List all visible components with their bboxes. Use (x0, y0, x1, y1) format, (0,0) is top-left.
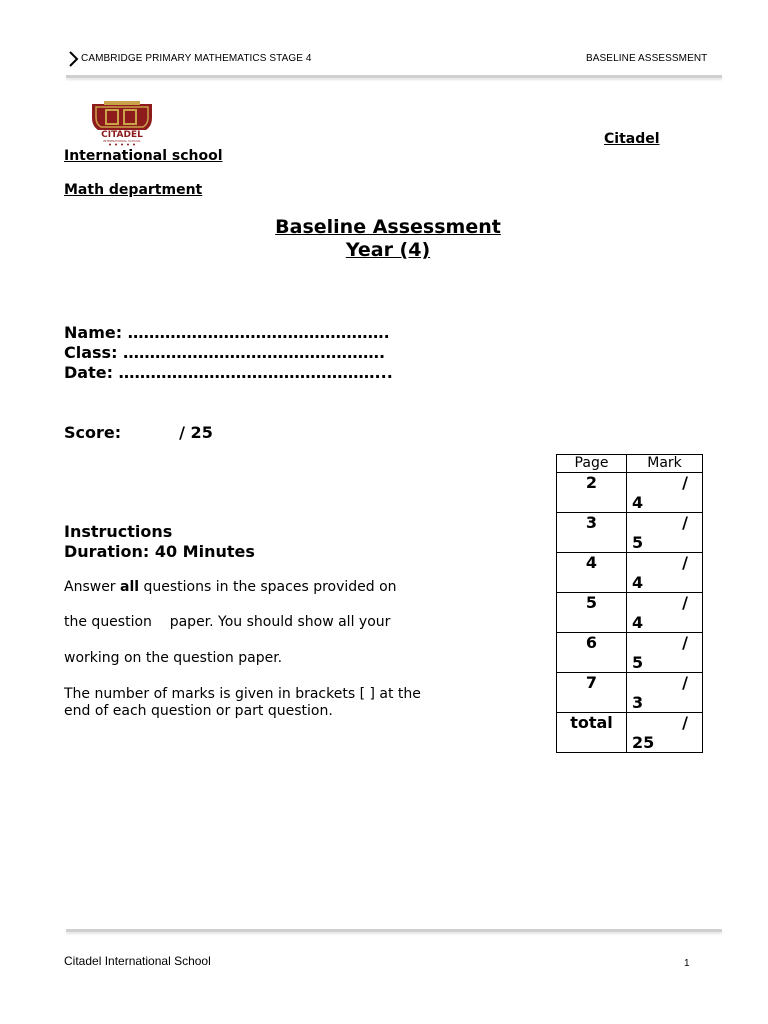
mark-max: 5 (632, 653, 644, 672)
mark-cell[interactable] (627, 673, 703, 713)
mark-cell[interactable] (627, 473, 703, 513)
mark-cell[interactable] (627, 593, 703, 633)
header-divider (66, 75, 722, 78)
table-row (557, 593, 703, 633)
score-line (64, 423, 213, 442)
mark-cell[interactable] (627, 513, 703, 553)
instruction-paragraph-3: working on the question paper. (64, 650, 283, 666)
table-row (557, 633, 703, 673)
score-label: Score: (64, 423, 122, 442)
page-cell: 5 (557, 593, 627, 633)
marks-table-header (557, 455, 703, 473)
page-cell: 2 (557, 473, 627, 513)
duration-label: Duration: 40 Minutes (64, 542, 255, 561)
mark-max: 4 (632, 493, 644, 512)
mark-max: 25 (632, 733, 655, 752)
mark-slash: / (682, 673, 688, 692)
table-row-total (557, 713, 703, 753)
chevron-right-icon (66, 50, 80, 68)
table-row (557, 673, 703, 713)
marks-table (556, 454, 703, 753)
table-row (557, 473, 703, 513)
school-logo (86, 100, 158, 146)
school-name-left: International school (64, 148, 223, 164)
header-right-text: BASELINE ASSESSMENT (586, 53, 708, 64)
mark-cell[interactable] (627, 553, 703, 593)
name-field[interactable]: Name: …………………………………………. (64, 323, 390, 342)
page-number: 1 (684, 958, 690, 969)
page-cell: 4 (557, 553, 627, 593)
table-row (557, 553, 703, 593)
mark-cell-total[interactable] (627, 713, 703, 753)
page-subtitle: Year (4) (345, 239, 431, 261)
department-label: Math department (64, 182, 203, 198)
mark-slash: / (682, 473, 688, 492)
emphasis-all: all (120, 579, 140, 595)
mark-slash: / (682, 713, 688, 732)
column-header-mark: Mark (627, 455, 703, 473)
page-title: Baseline Assessment (275, 216, 501, 238)
table-row (557, 513, 703, 553)
page-cell: 3 (557, 513, 627, 553)
column-header-page: Page (557, 455, 627, 473)
score-total: / 25 (179, 423, 213, 442)
svg-text:INTERNATIONAL SCHOOL: INTERNATIONAL SCHOOL (103, 139, 141, 143)
mark-cell[interactable] (627, 633, 703, 673)
page-cell: 7 (557, 673, 627, 713)
instructions-block (64, 522, 255, 562)
student-fields (64, 323, 393, 383)
instruction-paragraph-2: the question paper. You should show all your (64, 614, 391, 630)
header-left-text: CAMBRIDGE PRIMARY MATHEMATICS STAGE 4 (81, 53, 312, 64)
mark-slash: / (682, 593, 688, 612)
mark-slash: / (682, 633, 688, 652)
page-cell: 6 (557, 633, 627, 673)
title-block (0, 216, 768, 262)
school-name-right: Citadel (604, 131, 660, 147)
footer-divider (66, 929, 722, 932)
mark-max: 3 (632, 693, 644, 712)
class-field[interactable]: Class: …………………………………………. (64, 343, 386, 362)
instructions-heading: Instructions (64, 522, 173, 541)
mark-slash: / (682, 553, 688, 572)
instruction-paragraph-4: The number of marks is given in brackets [ ] at the end of each question or part question. (64, 686, 421, 719)
instruction-paragraph-1: Answer all questions in the spaces provided on (64, 579, 397, 595)
mark-max: 4 (632, 613, 644, 632)
svg-text:CITADEL: CITADEL (101, 130, 143, 140)
page-cell-total: total (557, 713, 627, 753)
footer-school-name: Citadel International School (64, 954, 211, 968)
date-field[interactable]: Date: …………………………………………... (64, 363, 393, 382)
mark-max: 5 (632, 533, 644, 552)
mark-max: 4 (632, 573, 644, 592)
mark-slash: / (682, 513, 688, 532)
